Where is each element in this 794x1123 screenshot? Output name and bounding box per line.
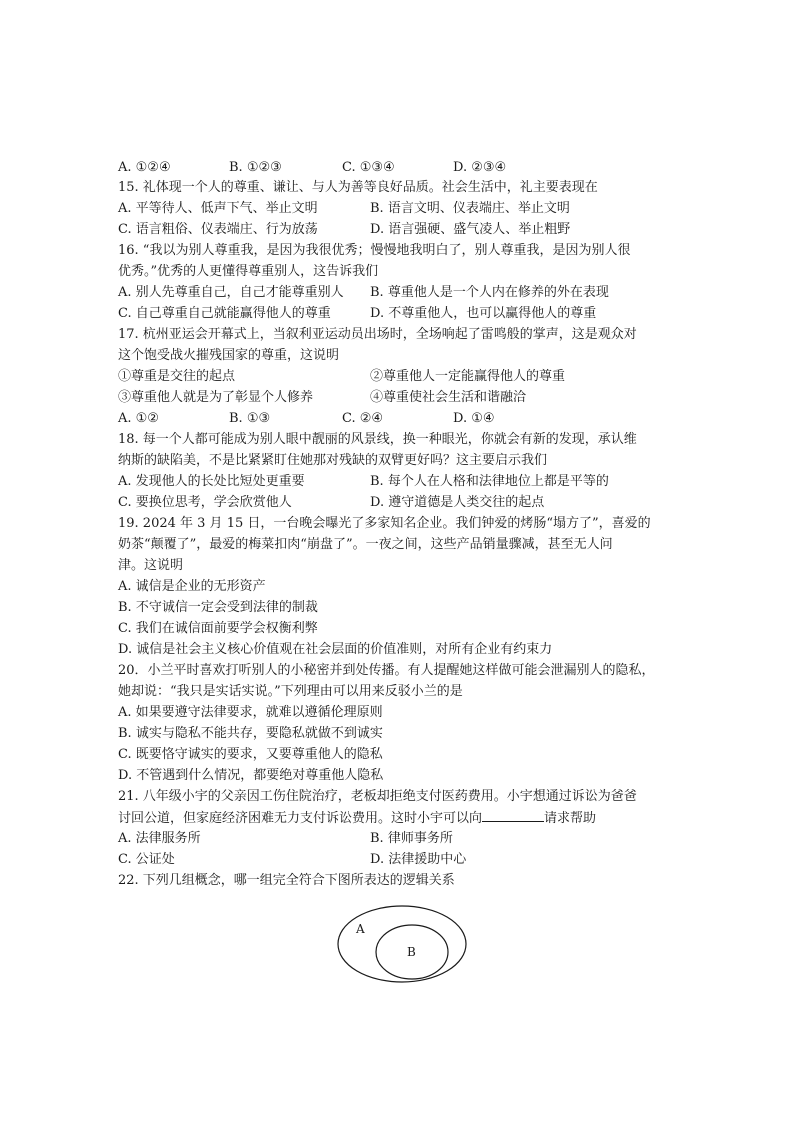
q21-option-b[interactable]: B. 律师事务所	[370, 831, 453, 846]
q17-option-d[interactable]: D. ①④	[453, 411, 495, 426]
q17-statement-1: ①尊重是交往的起点	[118, 369, 236, 384]
venn-label-b: B	[407, 945, 416, 959]
q15-stem: 15. 礼体现一个人的尊重、谦让、与人为善等良好品质。社会生活中，礼主要表现在	[118, 180, 598, 195]
q16-option-a[interactable]: A. 别人先尊重自己，自己才能尊重别人	[118, 285, 344, 300]
q17-option-c[interactable]: C. ②④	[342, 411, 384, 426]
q17-statement-2: ②尊重他人一定能赢得他人的尊重	[370, 369, 566, 384]
q16-stem-line1: 16. “我以为别人尊重我，是因为我很优秀；慢慢地我明白了，别人尊重我，是因为别人很	[118, 243, 631, 258]
q19-option-a[interactable]: A. 诚信是企业的无形资产	[118, 579, 266, 594]
q20-option-a[interactable]: A. 如果要遵守法律要求，就难以遵循伦理原则	[118, 705, 383, 720]
q21-stem-line2	[118, 808, 596, 829]
q19-option-b[interactable]: B. 不守诚信一定会受到法律的制裁	[118, 600, 318, 615]
q18-option-a[interactable]: A. 发现他人的长处比短处更重要	[118, 474, 305, 489]
q17-stem-line2: 这个饱受战火摧残国家的尊重，这说明	[118, 348, 340, 363]
q16-stem-line2: 优秀。”优秀的人更懂得尊重别人，这告诉我们	[118, 264, 379, 279]
q16-option-c[interactable]: C. 自己尊重自己就能赢得他人的尊重	[118, 306, 331, 321]
q21-answer-blank[interactable]	[482, 808, 544, 822]
venn-diagram	[330, 900, 480, 990]
q16-option-d[interactable]: D. 不尊重他人，也可以赢得他人的尊重	[370, 306, 597, 321]
q15-option-a[interactable]: A. 平等待人、低声下气、举止文明	[118, 201, 318, 216]
q18-stem-line2: 纳斯的缺陷美，不是比紧紧盯住她那对残缺的双臂更好吗？这主要启示我们	[118, 453, 548, 468]
q17-statement-3: ③尊重他人就是为了彰显个人修养	[118, 390, 314, 405]
q20-option-d[interactable]: D. 不管遇到什么情况，都要绝对尊重他人隐私	[118, 768, 384, 783]
q20-stem-line1: 20．小兰平时喜欢打听别人的小秘密并到处传播。有人提醒她这样做可能会泄漏别人的隐私，	[118, 663, 655, 678]
q14-option-c[interactable]: C. ①③④	[342, 160, 395, 175]
q22-stem: 22. 下列几组概念，哪一组完全符合下图所表达的逻辑关系	[118, 873, 455, 888]
q15-option-d[interactable]: D. 语言强硬、盛气凌人、举止粗野	[370, 222, 571, 237]
q18-option-c[interactable]: C. 要换位思考，学会欣赏他人	[118, 495, 292, 510]
q15-option-c[interactable]: C. 语言粗俗、仪表端庄、行为放荡	[118, 222, 318, 237]
venn-label-a: A	[356, 922, 365, 936]
q15-option-b[interactable]: B. 语言文明、仪表端庄、举止文明	[370, 201, 570, 216]
q17-stem-line1: 17. 杭州亚运会开幕式上，当叙利亚运动员出场时，全场响起了雷鸣般的掌声，这是观众对	[118, 327, 637, 342]
q21-option-c[interactable]: C. 公证处	[118, 852, 175, 867]
q19-stem-line3: 津。这说明	[118, 558, 184, 573]
q14-option-b[interactable]: B. ①②③	[229, 160, 282, 175]
q18-stem-line1: 18. 每一个人都可能成为别人眼中靓丽的风景线，换一种眼光，你就会有新的发现，承认维	[118, 432, 637, 447]
q14-option-d[interactable]: D. ②③④	[453, 160, 507, 175]
q19-stem-line1: 19. 2024 年 3 月 15 日，一台晚会曝光了多家知名企业。我们钟爱的烤肠“塌方了”，喜爱的	[118, 516, 651, 531]
q20-option-b[interactable]: B. 诚实与隐私不能共存，要隐私就做不到诚实	[118, 726, 383, 741]
q19-option-c[interactable]: C. 我们在诚信面前要学会权衡利弊	[118, 621, 318, 636]
q20-stem-line2: 她却说：“我只是实话实说。”下列理由可以用来反驳小兰的是	[118, 684, 463, 699]
q21-stem-line1: 21. 八年级小宇的父亲因工伤住院治疗，老板却拒绝支付医药费用。小宇想通过诉讼为爸爸	[118, 789, 637, 804]
q19-option-d[interactable]: D. 诚信是社会主义核心价值观在社会层面的价值准则，对所有企业有约束力	[118, 642, 553, 657]
q20-option-c[interactable]: C. 既要恪守诚实的要求，又要尊重他人的隐私	[118, 747, 383, 762]
q21-stem-part2: 请求帮助	[544, 811, 597, 826]
q18-option-d[interactable]: D. 遵守道德是人类交往的起点	[370, 495, 545, 510]
q17-statement-4: ④尊重使社会生活和谐融洽	[370, 390, 527, 405]
q21-option-d[interactable]: D. 法律援助中心	[370, 852, 467, 867]
q19-stem-line2: 奶茶“颠覆了”，最爱的梅菜扣肉“崩盘了”。一夜之间，这些产品销量骤减，甚至无人问	[118, 537, 613, 552]
q18-option-b[interactable]: B. 每个人在人格和法律地位上都是平等的	[370, 474, 609, 489]
q14-option-a[interactable]: A. ①②④	[118, 160, 171, 175]
q21-option-a[interactable]: A. 法律服务所	[118, 831, 201, 846]
q17-option-a[interactable]: A. ①②	[118, 411, 159, 426]
q21-stem-part1: 讨回公道，但家庭经济困难无力支付诉讼费用。这时小宇可以向	[118, 811, 483, 826]
q17-option-b[interactable]: B. ①③	[229, 411, 271, 426]
q16-option-b[interactable]: B. 尊重他人是一个人内在修养的外在表现	[370, 285, 609, 300]
